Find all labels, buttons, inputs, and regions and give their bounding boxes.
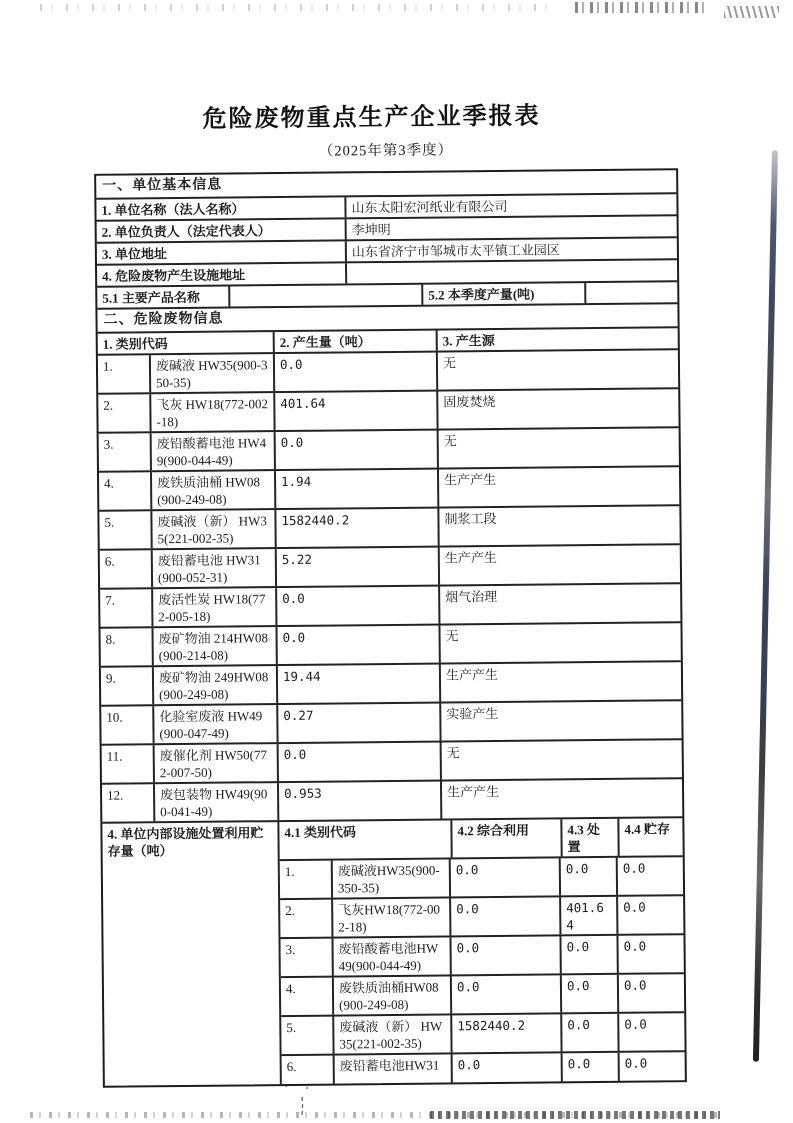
facility-waste-name: 废碱液HW35(900-350-35) (331, 859, 449, 897)
scan-noise-bottom (30, 1112, 720, 1118)
facility-disposal-value: 0.0 (561, 1053, 618, 1082)
facility-row (282, 1052, 685, 1084)
facility-storage-value: 0.0 (618, 1052, 685, 1081)
unit-info-value: 李坤明 (345, 216, 677, 239)
facility-disposal-value: 0.0 (560, 1014, 617, 1052)
unit-info-value: 山东太阳宏河纸业有限公司 (344, 194, 676, 217)
waste-source: 无 (438, 623, 680, 662)
section1-rows (96, 194, 677, 288)
facility-disposal-value: 0.0 (559, 936, 616, 974)
waste-row (99, 506, 679, 551)
waste-source: 无 (436, 350, 678, 389)
waste-quantity: 0.0 (275, 626, 438, 665)
section1-header: 一、单位基本信息 (102, 177, 223, 194)
waste-name: 废包装物 HW49(900-041-49) (153, 783, 277, 821)
facility-row-number: 6. (286, 1058, 297, 1075)
facility-waste-name: 废铁质油桶HW08(900-249-08) (332, 976, 450, 1014)
scan-noise-top (40, 4, 560, 11)
col-header-comprehensive-use: 4.2 综合利用 (450, 819, 560, 857)
product-name-value (228, 285, 421, 307)
waste-source: 生产产生 (437, 467, 679, 506)
waste-row-number: 2. (103, 397, 114, 413)
waste-quantity: 0.0 (275, 587, 438, 626)
scan-edge-shadow (753, 150, 778, 1062)
waste-row-number: 12. (107, 787, 124, 803)
waste-quantity: 401.64 (273, 392, 436, 431)
waste-name: 废活性炭 HW18(772-005-18) (151, 588, 275, 626)
waste-quantity: 19.44 (276, 665, 439, 704)
facility-row-number: 5. (286, 1019, 297, 1036)
col-header-category-code-4: 4.1 类别代码 (284, 824, 357, 841)
section4-row-label: 4. 单位内部设施处置利用贮存量（吨） (107, 825, 264, 859)
section4-column-header-row (279, 818, 682, 861)
facility-disposal-value: 401.64 (559, 897, 616, 935)
facility-disposal-value: 0.0 (559, 858, 616, 896)
unit-info-value: 山东省济宁市邹城市太平镇工业园区 (345, 238, 677, 261)
col-header-source: 3. 产生源 (436, 328, 678, 350)
waste-name: 飞灰 HW18(772-002-18) (149, 393, 273, 431)
product-qty-value (584, 282, 677, 303)
section4-block (102, 818, 684, 1086)
waste-source: 生产产生 (440, 779, 682, 818)
waste-quantity: 5.22 (275, 548, 438, 587)
facility-waste-name: 废铅蓄电池HW31 (333, 1054, 451, 1083)
waste-source: 生产产生 (438, 545, 680, 584)
waste-quantity: 0.0 (274, 431, 437, 470)
waste-row (99, 428, 679, 473)
waste-row-number: 9. (105, 670, 116, 686)
document-sheet (93, 93, 686, 1088)
report-table (94, 168, 687, 1088)
waste-name: 废碱液（新） HW35(221-002-35) (150, 510, 274, 548)
waste-name: 废矿物油 249HW08(900-249-08) (152, 666, 276, 704)
facility-row-number: 3. (285, 941, 296, 958)
col-header-category-code: 1. 类别代码 (102, 336, 168, 352)
waste-rows (98, 350, 682, 824)
waste-row-number: 7. (105, 592, 116, 608)
waste-name: 废铅蓄电池 HW31(900-052-31) (151, 549, 275, 587)
waste-row (98, 389, 678, 434)
unit-info-label: 3. 单位地址 (101, 246, 167, 262)
waste-row-number: 10. (106, 709, 123, 725)
waste-row (98, 350, 678, 395)
waste-row (100, 623, 680, 668)
facility-row (281, 974, 684, 1017)
unit-info-value (345, 260, 677, 283)
facility-row-number: 4. (285, 980, 296, 997)
waste-name: 废矿物油 214HW08(900-214-08) (151, 627, 275, 665)
facility-row (281, 1013, 684, 1056)
facility-waste-name: 飞灰HW18(772-002-18) (331, 898, 449, 936)
waste-row-number: 6. (104, 553, 115, 569)
unit-info-label: 2. 单位负责人（法定代表人） (101, 223, 271, 240)
waste-name: 化验室废液 HW49(900-047-49) (152, 705, 276, 743)
facility-storage-value: 0.0 (617, 1013, 684, 1051)
waste-row-number: 5. (104, 514, 115, 530)
waste-source: 实验产生 (439, 701, 681, 740)
product-qty-label: 5.2 本季度产量(吨) (421, 283, 584, 305)
scan-scribble-top-right (724, 6, 779, 18)
waste-row (99, 467, 679, 512)
scan-noise-bottom-dark (430, 1111, 720, 1119)
facility-use-value: 0.0 (449, 936, 559, 974)
facility-row-number: 2. (285, 902, 296, 919)
waste-row-number: 3. (103, 436, 114, 452)
waste-name: 废铅酸蓄电池 HW49(900-044-49) (150, 432, 274, 470)
waste-source: 烟气治理 (438, 584, 680, 623)
waste-source: 无 (440, 740, 682, 779)
waste-row (101, 701, 681, 746)
facility-waste-name: 废碱液（新） HW35(221-002-35) (332, 1015, 450, 1053)
page-title: 危险废物重点生产企业季报表 (202, 103, 541, 133)
col-header-disposal: 4.3 处置 (560, 819, 617, 857)
facility-storage-value: 0.0 (616, 857, 683, 895)
facility-row (280, 857, 683, 900)
waste-row (100, 545, 680, 590)
waste-quantity: 0.27 (276, 704, 439, 743)
facility-use-value: 0.0 (451, 1053, 561, 1082)
waste-source: 无 (437, 428, 679, 467)
waste-row (102, 779, 682, 824)
section4-rows (280, 857, 685, 1084)
facility-row-number: 1. (284, 863, 295, 880)
waste-quantity: 0.0 (273, 353, 436, 392)
waste-quantity: 1.94 (274, 470, 437, 509)
facility-storage-value: 0.0 (616, 935, 683, 973)
waste-source: 固废焚烧 (436, 389, 678, 428)
waste-row (100, 584, 680, 629)
waste-row-number: 8. (105, 631, 116, 647)
section2-header: 二、危险废物信息 (103, 311, 224, 328)
facility-use-value: 0.0 (450, 975, 560, 1013)
page-subtitle: （2025年第3季度） (318, 142, 454, 160)
col-header-storage: 4.4 贮存 (617, 818, 682, 856)
waste-row-number: 1. (102, 358, 113, 374)
unit-info-label: 1. 单位名称（法人名称） (101, 201, 245, 218)
waste-row-number: 4. (104, 475, 114, 491)
waste-quantity: 0.953 (277, 782, 440, 821)
waste-name: 废铁质油桶 HW08(900-249-08) (150, 471, 274, 509)
facility-use-value: 0.0 (449, 897, 559, 935)
unit-info-label: 4. 危险废物产生设施地址 (102, 267, 246, 284)
facility-storage-value: 0.0 (616, 896, 683, 934)
waste-row (102, 740, 682, 785)
col-header-generated-amount: 2. 产生量（吨） (273, 331, 436, 353)
section4-subtable (277, 818, 684, 1084)
waste-name: 废催化剂 HW50(772-007-50) (153, 744, 277, 782)
facility-row (280, 935, 683, 978)
facility-use-value: 0.0 (449, 858, 559, 896)
facility-use-value: 1582440.2 (450, 1014, 560, 1052)
waste-quantity: 0.0 (277, 743, 440, 782)
facility-disposal-value: 0.0 (560, 975, 617, 1013)
waste-source: 生产产生 (439, 662, 681, 701)
facility-waste-name: 废铅酸蓄电池HW49(900-044-49) (331, 937, 449, 975)
waste-row (101, 662, 681, 707)
facility-storage-value: 0.0 (617, 974, 684, 1012)
waste-name: 废碱液 HW35(900-350-35) (149, 354, 273, 392)
facility-row (280, 896, 683, 939)
scan-noise-top-dark (575, 2, 705, 13)
product-name-label: 5.1 主要产品名称 (102, 289, 200, 306)
waste-source: 制浆工段 (437, 506, 679, 545)
waste-row-number: 11. (106, 748, 123, 764)
waste-quantity: 1582440.2 (274, 509, 437, 548)
